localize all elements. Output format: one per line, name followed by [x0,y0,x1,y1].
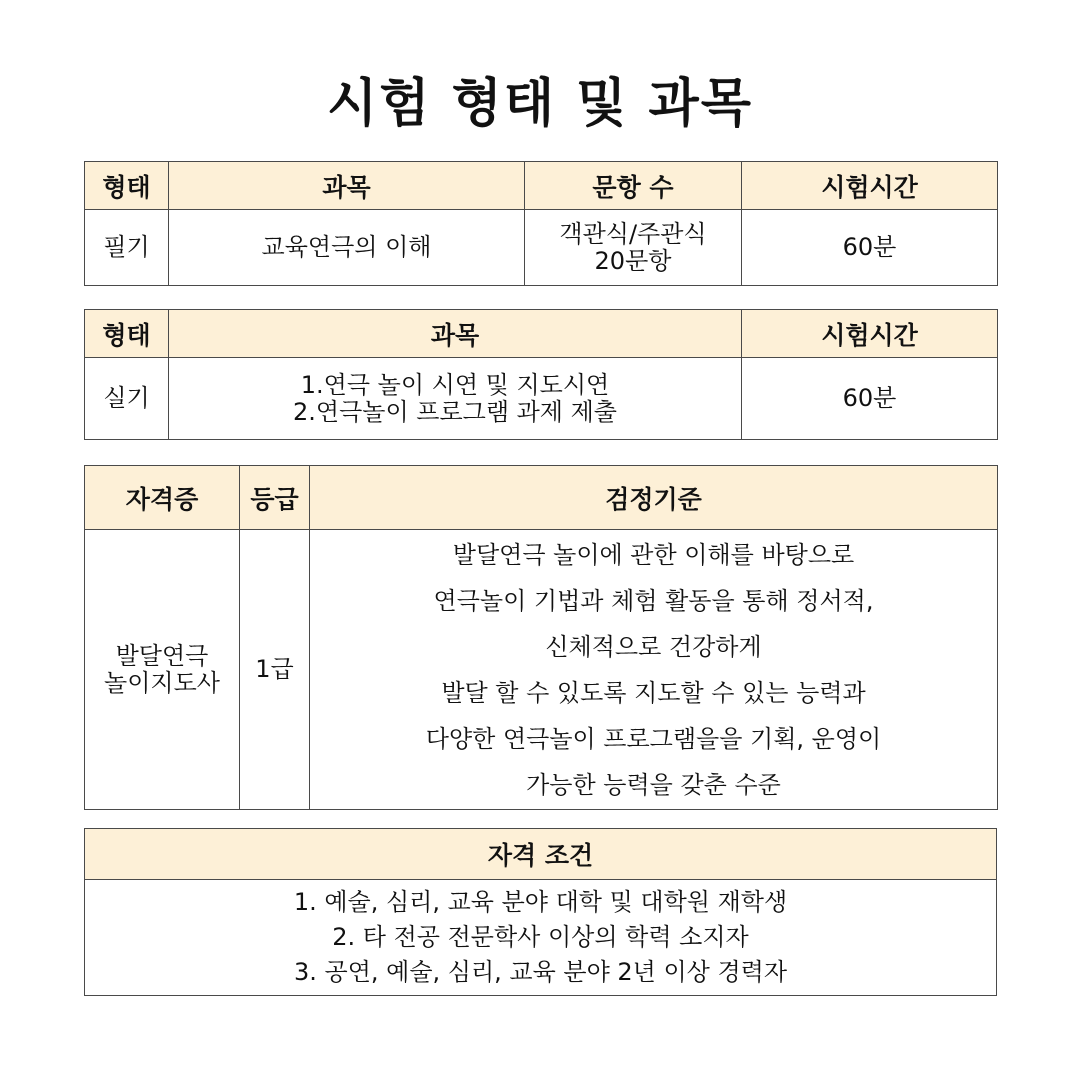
header-certificate: 자격증 [85,466,240,530]
header-exam-time: 시험시간 [742,310,998,358]
written-type-cell: 필기 [85,210,169,286]
criteria-line: 가능한 능력을 갖춘 수준 [526,770,781,799]
header-grade: 등급 [240,466,310,530]
qualification-item: 1. 예술, 심리, 교육 분야 대학 및 대학원 재학생 [293,888,788,916]
page-title: 시험 형태 및 과목 [327,74,753,134]
grade-level-cell: 1급 [240,530,310,810]
table-header-row [85,829,997,880]
header-type: 형태 [85,162,169,210]
certification-criteria-table [84,465,998,810]
criteria-line: 발달 할 수 있도록 지도할 수 있는 능력과 [441,678,866,707]
subject-line: 1.연극 놀이 시연 및 지도시연 [300,370,610,399]
subject-line: 2.연극놀이 프로그램 과제 제출 [293,397,617,426]
header-type: 형태 [85,310,169,358]
criteria-line: 연극놀이 기법과 체험 활동을 통해 정서적, [433,586,874,615]
written-time-cell: 60분 [742,210,998,286]
criteria-line: 신체적으로 건강하게 [545,632,762,661]
table-header-row [85,466,998,530]
header-question-count: 문항 수 [525,162,742,210]
qualification-item: 3. 공연, 예술, 심리, 교육 분야 2년 이상 경력자 [293,958,788,986]
written-exam-table [84,161,998,286]
header-qualification: 자격 조건 [85,829,997,880]
certificate-name-line: 놀이지도사 [104,668,220,697]
questions-line: 20문항 [594,246,672,275]
qualification-item: 2. 타 전공 전문학사 이상의 학력 소지자 [332,923,749,951]
practical-time-cell: 60분 [742,358,998,440]
table-row [85,358,998,440]
criteria-cell [310,530,998,810]
qualification-items-cell [85,880,997,996]
table-header-row [85,162,998,210]
header-exam-time: 시험시간 [742,162,998,210]
table-row [85,530,998,810]
certificate-name-cell [85,530,240,810]
criteria-line: 발달연극 놀이에 관한 이해를 바탕으로 [452,540,855,569]
header-criteria: 검정기준 [310,466,998,530]
header-subject: 과목 [169,162,525,210]
written-questions-cell [525,210,742,286]
table-header-row [85,310,998,358]
questions-line: 객관식/주관식 [559,219,707,248]
table-row [85,210,998,286]
written-subject-cell: 교육연극의 이해 [169,210,525,286]
qualification-table [84,828,997,996]
header-subject: 과목 [169,310,742,358]
criteria-line: 다양한 연극놀이 프로그램을을 기획, 운영이 [425,724,882,753]
practical-subject-cell [169,358,742,440]
certificate-name-line: 발달연극 [115,641,209,670]
practical-exam-table [84,309,998,440]
practical-type-cell: 실기 [85,358,169,440]
table-row [85,880,997,996]
